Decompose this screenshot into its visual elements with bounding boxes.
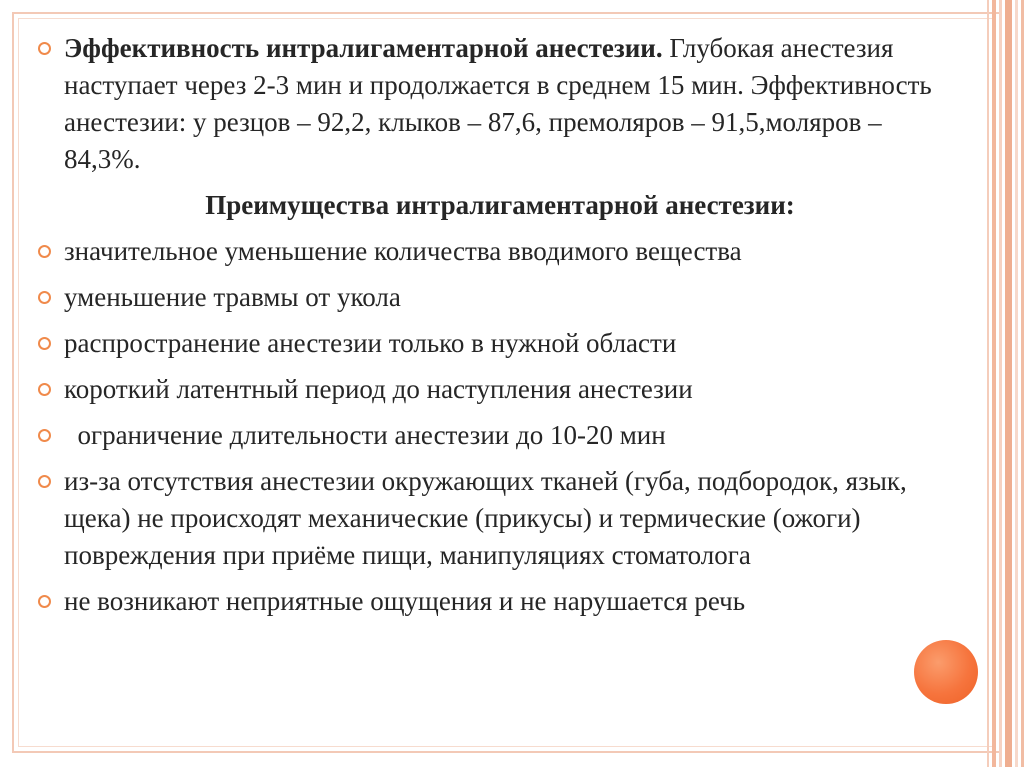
list-item-text: ограничение длительности анестезии до 10-20 мин — [77, 420, 666, 450]
list-item — [36, 463, 936, 574]
intro-bold-heading: Эффективность интралигаментарной анестезии. — [64, 33, 663, 63]
orange-circle-icon — [914, 640, 978, 704]
list-item-text: распространение анестезии только в нужной области — [64, 328, 677, 358]
stripe — [1005, 0, 1012, 767]
ring-bullet-icon — [38, 475, 51, 488]
ring-bullet-icon — [38, 383, 51, 396]
list-item-text: значительное уменьшение количества вводимого вещества — [64, 236, 742, 266]
stripe — [987, 0, 989, 767]
intro-paragraph — [36, 30, 936, 178]
list-item — [36, 279, 936, 316]
ring-bullet-icon — [38, 337, 51, 350]
list-item — [36, 325, 936, 362]
list-item-text: короткий латентный период до наступления анестезии — [64, 374, 693, 404]
stripe — [992, 0, 996, 767]
list-item — [36, 417, 936, 454]
stripe — [1015, 0, 1019, 767]
ring-bullet-icon — [38, 291, 51, 304]
list-item — [36, 371, 936, 408]
advantages-heading: Преимущества интралигаментарной анестезии: — [205, 190, 795, 220]
slide-content — [36, 30, 936, 629]
decorative-stripes — [984, 0, 1024, 767]
list-item-text: не возникают неприятные ощущения и не нарушается речь — [64, 586, 746, 616]
list-item-text: уменьшение травмы от укола — [64, 282, 401, 312]
intro-text: Глубокая анестезия наступает через 2-3 мин и продолжается в среднем 15 мин. Эффективность анестезии: у резцов – 92,2, клыков – 87,6, премоляров – 91,5,моляров – 84,3%. — [64, 33, 932, 174]
ring-bullet-icon — [38, 429, 51, 442]
stripe — [999, 0, 1002, 767]
ring-bullet-icon — [38, 595, 51, 608]
list-item — [36, 233, 936, 270]
list-item — [36, 583, 936, 620]
ring-bullet-icon — [38, 42, 51, 55]
list-item-text: из-за отсутствия анестезии окружающих тканей (губа, подбородок, язык, щека) не происходят механические (прикусы) и термические (ожоги) повреждения при приёме пищи, манипуляциях стоматолога — [64, 466, 907, 570]
ring-bullet-icon — [38, 245, 51, 258]
